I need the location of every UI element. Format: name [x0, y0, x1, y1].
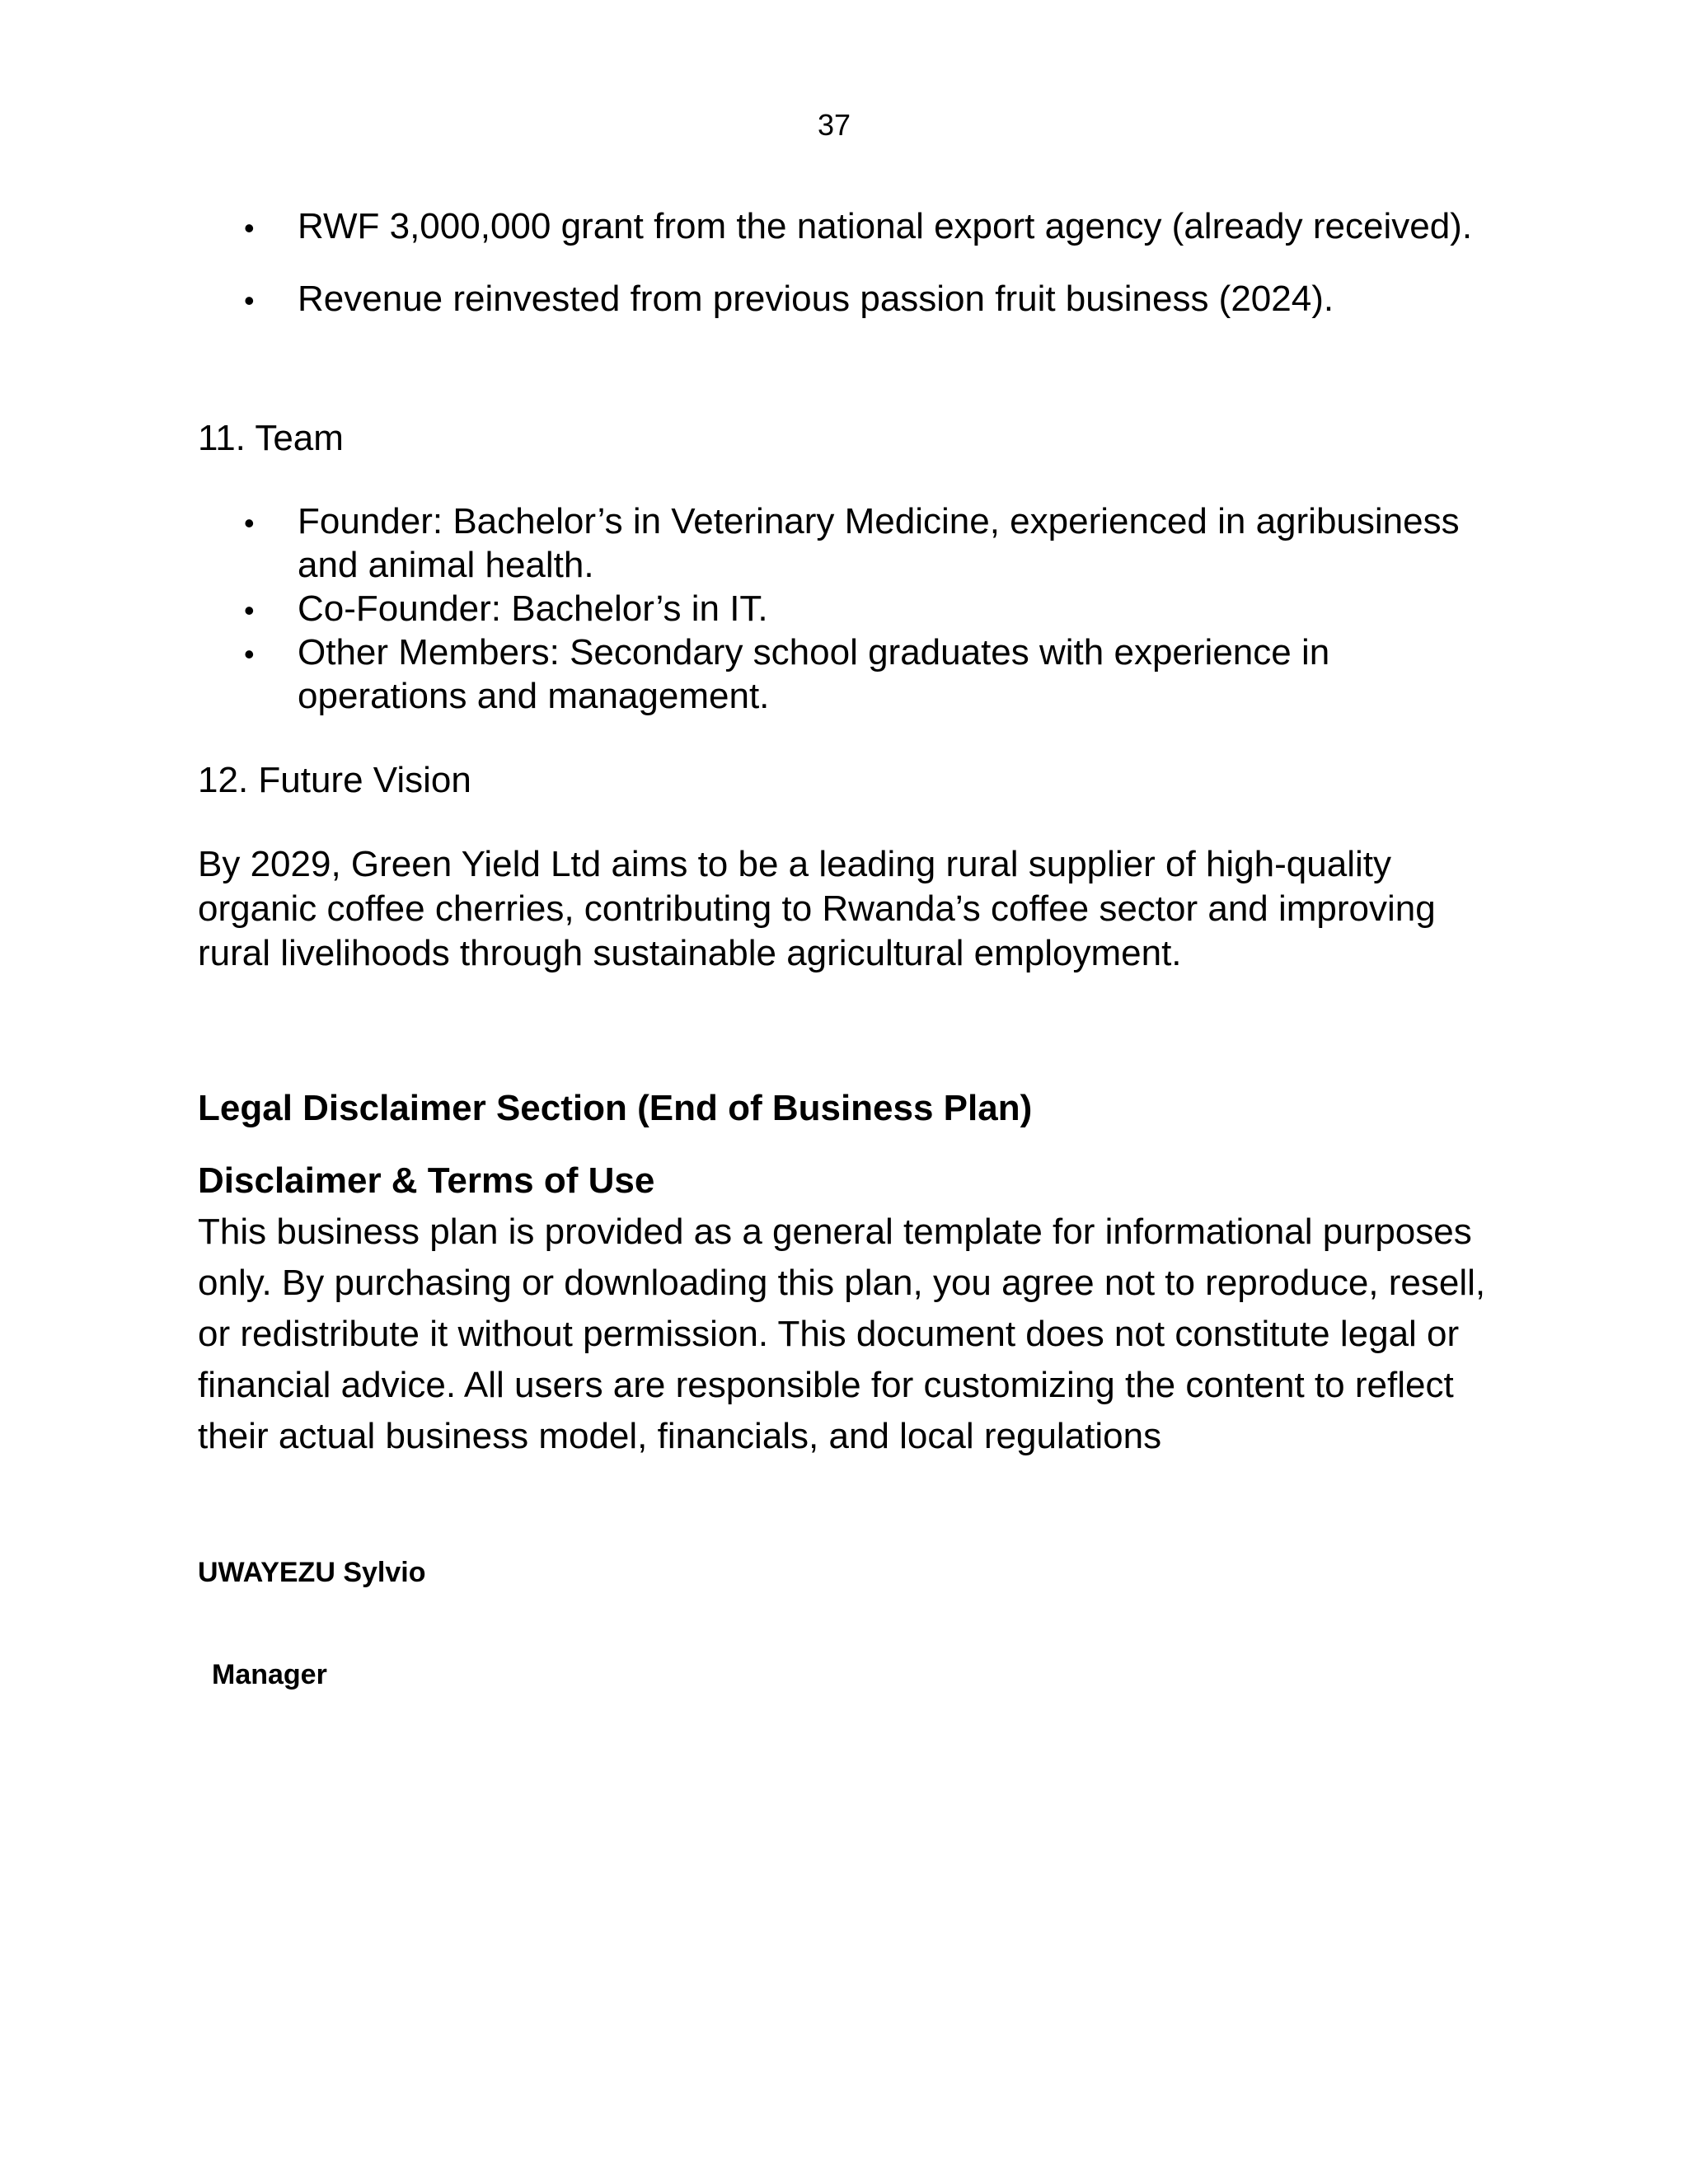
signatory-name: UWAYEZU Sylvio	[198, 1557, 426, 1588]
list-item	[198, 630, 1500, 718]
team-member-text: Founder: Bachelor’s in Veterinary Medicine, experienced in agribusiness and animal health.	[298, 501, 1460, 585]
page-number: 37	[817, 108, 851, 142]
list-item	[198, 587, 1500, 630]
list-item	[198, 274, 1500, 325]
bullet-icon: •	[244, 506, 255, 540]
team-member-text: Other Members: Secondary school graduates with experience in operations and management.	[298, 632, 1330, 716]
funding-item-text: Revenue reinvested from previous passion fruit business (2024).	[298, 279, 1334, 319]
team-list	[198, 499, 1500, 718]
list-item	[198, 499, 1500, 587]
funding-sources-list	[198, 201, 1500, 325]
bullet-icon: •	[244, 211, 255, 245]
future-vision-paragraph: By 2029, Green Yield Ltd aims to be a leading rural supplier of high-quality organic coffee cherries, contributing to Rwanda’s coffee sector and improving rural livelihoods through sustainable agricultural employment.	[198, 844, 1436, 973]
terms-of-use-heading: Disclaimer & Terms of Use	[198, 1160, 655, 1201]
bullet-icon: •	[244, 637, 255, 671]
signatory-role: Manager	[212, 1659, 327, 1690]
bullet-icon: •	[244, 593, 255, 627]
future-vision-heading: 12. Future Vision	[198, 760, 471, 800]
bullet-icon: •	[244, 284, 255, 317]
disclaimer-paragraph: This business plan is provided as a general template for informational purposes only. By purchasing or downloading this plan, you agree not to reproduce, resell, or redistribute it without permission. This document does not constitute legal or financial advice. All users are responsible for customizing the content to reflect their actual business model, financials, and local regulations	[198, 1212, 1486, 1456]
funding-item-text: RWF 3,000,000 grant from the national export agency (already received).	[298, 206, 1473, 246]
list-item	[198, 201, 1500, 252]
team-heading: 11. Team	[198, 418, 344, 458]
team-member-text: Co-Founder: Bachelor’s in IT.	[298, 588, 768, 629]
legal-disclaimer-heading: Legal Disclaimer Section (End of Business Plan)	[198, 1088, 1033, 1128]
